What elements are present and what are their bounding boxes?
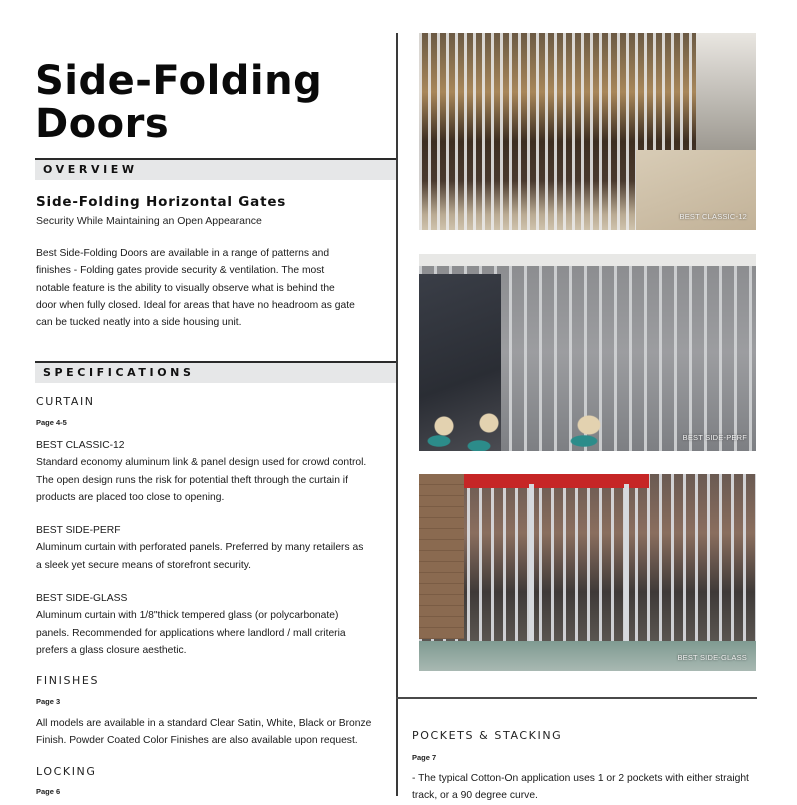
model-name: BEST SIDE-PERF (36, 525, 121, 536)
photo-ceiling (419, 254, 756, 266)
pockets-line: track, or a 90 degree curve. (412, 790, 538, 802)
title-line-2: Doors (35, 101, 170, 147)
specifications-label: SPECIFICATIONS (43, 366, 195, 379)
overview-line: notable feature is the ability to visually observe what is behind the (36, 282, 335, 294)
model-classic-12 (36, 437, 376, 506)
model-desc-line: a sleek yet secure means of storefront security. (36, 559, 251, 571)
photo-frame (529, 484, 534, 654)
overview-body (36, 245, 376, 331)
photo-caption: BEST SIDE-GLASS (677, 653, 747, 662)
model-desc-line: Aluminum curtain with perforated panels. Preferred by many retailers as (36, 542, 364, 554)
overview-line: door when fully closed. Ideal for areas that have no headroom as gate (36, 299, 355, 311)
photo-perforated-gate (419, 254, 756, 451)
curtain-heading: CURTAIN (36, 395, 95, 408)
locking-page-ref: Page 6 (36, 787, 61, 796)
overview-line: Best Side-Folding Doors are available in a range of patterns and (36, 248, 330, 259)
overview-tagline: Security While Maintaining an Open Appearance (36, 215, 262, 227)
overview-line: finishes - Folding gates provide security & ventilation. The most (36, 265, 325, 277)
model-name: BEST SIDE-GLASS (36, 593, 128, 604)
pockets-heading: POCKETS & STACKING (412, 729, 563, 742)
photo-chairs (419, 411, 649, 451)
photo-sign-band (449, 474, 649, 488)
photo-glass-gate (419, 474, 756, 671)
photo-classic-gate (419, 33, 756, 230)
overview-section-bar (35, 158, 396, 180)
photo-caption: BEST CLASSIC-12 (679, 212, 747, 221)
model-side-perf (36, 522, 376, 574)
model-desc-line: prefers a glass closure aesthetic. (36, 644, 187, 656)
curtain-page-ref: Page 4-5 (36, 418, 67, 427)
model-side-glass (36, 590, 376, 659)
model-desc-line: products are placed too close to opening. (36, 491, 225, 503)
pockets-line: - The typical Cotton-On application uses 1 or 2 pockets with either straight (412, 773, 749, 784)
overview-label: OVERVIEW (43, 163, 138, 176)
finishes-line: All models are available in a standard Clear Satin, White, Black or Bronze (36, 718, 372, 729)
model-name: BEST CLASSIC-12 (36, 440, 125, 451)
model-desc-line: Standard economy aluminum link & panel design used for crowd control. (36, 457, 367, 469)
overview-subheading: Side-Folding Horizontal Gates (36, 194, 287, 210)
photo-frame (624, 484, 629, 654)
specifications-section-bar (35, 361, 396, 383)
overview-line: can be tucked neatly into a side housing unit. (36, 317, 242, 329)
finishes-line: Finish. Powder Coated Color Finishes are also available upon request. (36, 735, 358, 747)
right-column-divider (396, 697, 757, 699)
photo-wall (696, 33, 756, 153)
photo-wall (419, 474, 464, 639)
pockets-page-ref: Page 7 (412, 753, 437, 762)
finishes-heading: FINISHES (36, 674, 100, 687)
model-desc-line: The open design runs the risk for potential theft through the curtain if (36, 474, 348, 486)
finishes-body (36, 715, 376, 750)
title-line-1: Side-Folding (35, 58, 323, 104)
locking-heading: LOCKING (36, 765, 97, 778)
model-desc-line: Aluminum curtain with 1/8"thick tempered glass (or polycarbonate) (36, 610, 339, 622)
pockets-body (412, 770, 772, 805)
page-title (35, 60, 322, 146)
finishes-page-ref: Page 3 (36, 697, 61, 706)
model-desc-line: panels. Recommended for applications where landlord / mall criteria (36, 627, 346, 639)
column-divider (396, 33, 398, 796)
photo-caption: BEST SIDE-PERF (682, 433, 747, 442)
